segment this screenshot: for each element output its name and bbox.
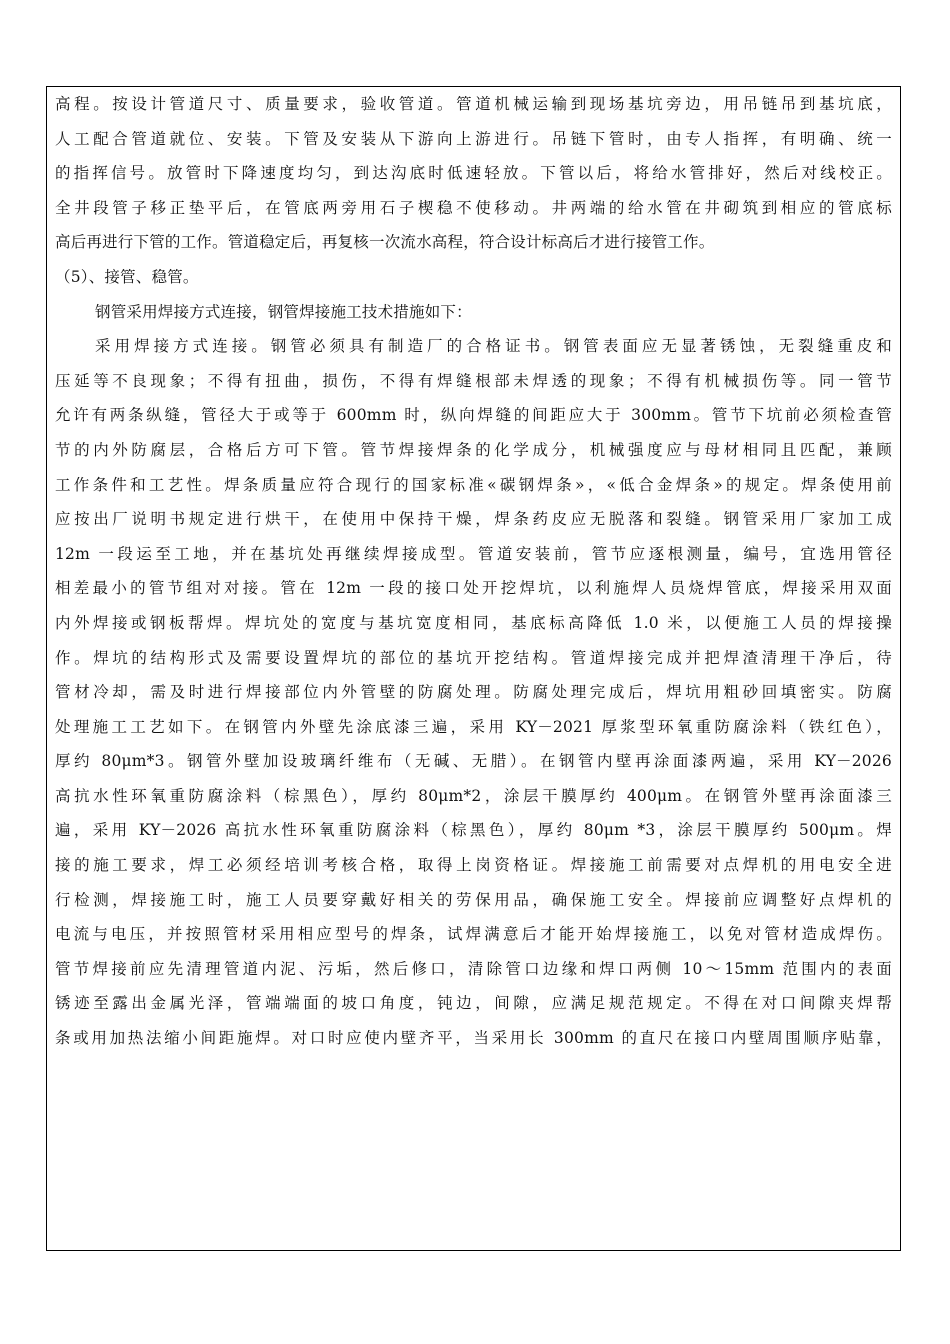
- text-line: 12m 一段运至工地，并在基坑处再继续焊接成型。管道安装前，管节应逐根测量，编号，宜选用管径: [55, 544, 892, 563]
- text-line: 管节焊接前应先清理管道内泥、污垢，然后修口，清除管口边缘和焊口两侧 10～15mm 范围内的表面: [55, 959, 892, 978]
- text-line: 电流与电压，并按照管材采用相应型号的焊条，试焊满意后才能开始焊接施工，以免对管材造成焊伤。: [55, 925, 892, 944]
- text-line: 应按出厂说明书规定进行烘干，在使用中保持干燥，焊条药皮应无脱落和裂缝。钢管采用厂家加工成: [55, 510, 892, 529]
- text-line: 遍，采用 KY－2026 高抗水性环氧重防腐涂料（棕黑色），厚约 80μm *3，涂层干膜厚约 500μm。焊: [55, 821, 892, 840]
- text-line: 锈迹至露出金属光泽，管端端面的坡口角度，钝边，间隙，应满足规范规定。不得在对口间隙夹焊帮: [55, 994, 892, 1013]
- text-line: （5）、接管、稳管。: [55, 267, 199, 286]
- text-line: 人工配合管道就位、安装。下管及安装从下游向上游进行。吊链下管时，由专人指挥，有明确、统一: [55, 129, 892, 148]
- text-line: 全井段管子移正垫平后，在管底两旁用石子楔稳不使移动。井两端的给水管在井砌筑到相应的管底标: [55, 198, 892, 217]
- page-frame: [46, 86, 901, 1251]
- text-line: 压延等不良现象；不得有扭曲，损伤，不得有焊缝根部未焊透的现象；不得有机械损伤等。同一管节: [55, 371, 892, 390]
- text-line: 允许有两条纵缝，管径大于或等于 600mm 时，纵向焊缝的间距应大于 300mm。管节下坑前必须检查管: [55, 406, 892, 425]
- text-line: 高后再进行下管的工作。管道稳定后，再复核一次流水高程，符合设计标高后才进行接管工作。: [55, 233, 715, 252]
- text-line: 高程。按设计管道尺寸、质量要求，验收管道。管道机械运输到现场基坑旁边，用吊链吊到基坑底，: [55, 95, 892, 113]
- text-line: 内外焊接或钢板帮焊。焊坑处的宽度与基坑宽度相同，基底标高降低 1.0 米，以便施工人员的焊接操: [55, 613, 892, 632]
- text-line: 条或用加热法缩小间距施焊。对口时应使内壁齐平，当采用长 300mm 的直尺在接口内壁周围顺序贴靠，: [55, 1029, 892, 1048]
- text-line: 厚约 80μm*3。钢管外壁加设玻璃纤维布（无碱、无腊）。在钢管内壁再涂面漆两遍，采用 KY－2026: [55, 752, 892, 771]
- document-body: [55, 87, 892, 1056]
- text-line: 工作条件和工艺性。焊条质量应符合现行的国家标准«碳钢焊条»，«低合金焊条»的规定。焊条使用前: [55, 475, 892, 494]
- text-line: 处理施工工艺如下。在钢管内外壁先涂底漆三遍，采用 KY－2021 厚浆型环氧重防腐涂料（铁红色），: [55, 717, 892, 736]
- text-line: 行检测，焊接施工时，施工人员要穿戴好相关的劳保用品，确保施工安全。焊接前应调整好点焊机的: [55, 890, 892, 909]
- text-line: 作。焊坑的结构形式及需要设置焊坑的部位的基坑开挖结构。管道焊接完成并把焊渣清理干净后，待: [55, 648, 892, 667]
- text-line: 接的施工要求，焊工必须经培训考核合格，取得上岗资格证。焊接施工前需要对点焊机的用电安全进: [55, 856, 892, 875]
- text-line: 节的内外防腐层，合格后方可下管。管节焊接焊条的化学成分，机械强度应与母材相同且匹配，兼顾: [55, 440, 892, 459]
- text-line: 钢管采用焊接方式连接，钢管焊接施工技术措施如下：: [95, 302, 472, 321]
- text-line: 的指挥信号。放管时下降速度均匀，到达沟底时低速轻放。下管以后，将给水管排好，然后对线校正。: [55, 164, 892, 183]
- text-line: 相差最小的管节组对对接。管在 12m 一段的接口处开挖焊坑，以利施焊人员烧焊管底，焊接采用双面: [55, 579, 892, 598]
- text-line: 管材冷却，需及时进行焊接部位内外管壁的防腐处理。防腐处理完成后，焊坑用粗砂回填密实。防腐: [55, 683, 892, 702]
- text-line: 高抗水性环氧重防腐涂料（棕黑色），厚约 80μm*2，涂层干膜厚约 400μm。在钢管外壁再涂面漆三: [55, 786, 892, 805]
- text-line: 采用焊接方式连接。钢管必须具有制造厂的合格证书。钢管表面应无显著锈蚀，无裂缝重皮和: [95, 337, 892, 356]
